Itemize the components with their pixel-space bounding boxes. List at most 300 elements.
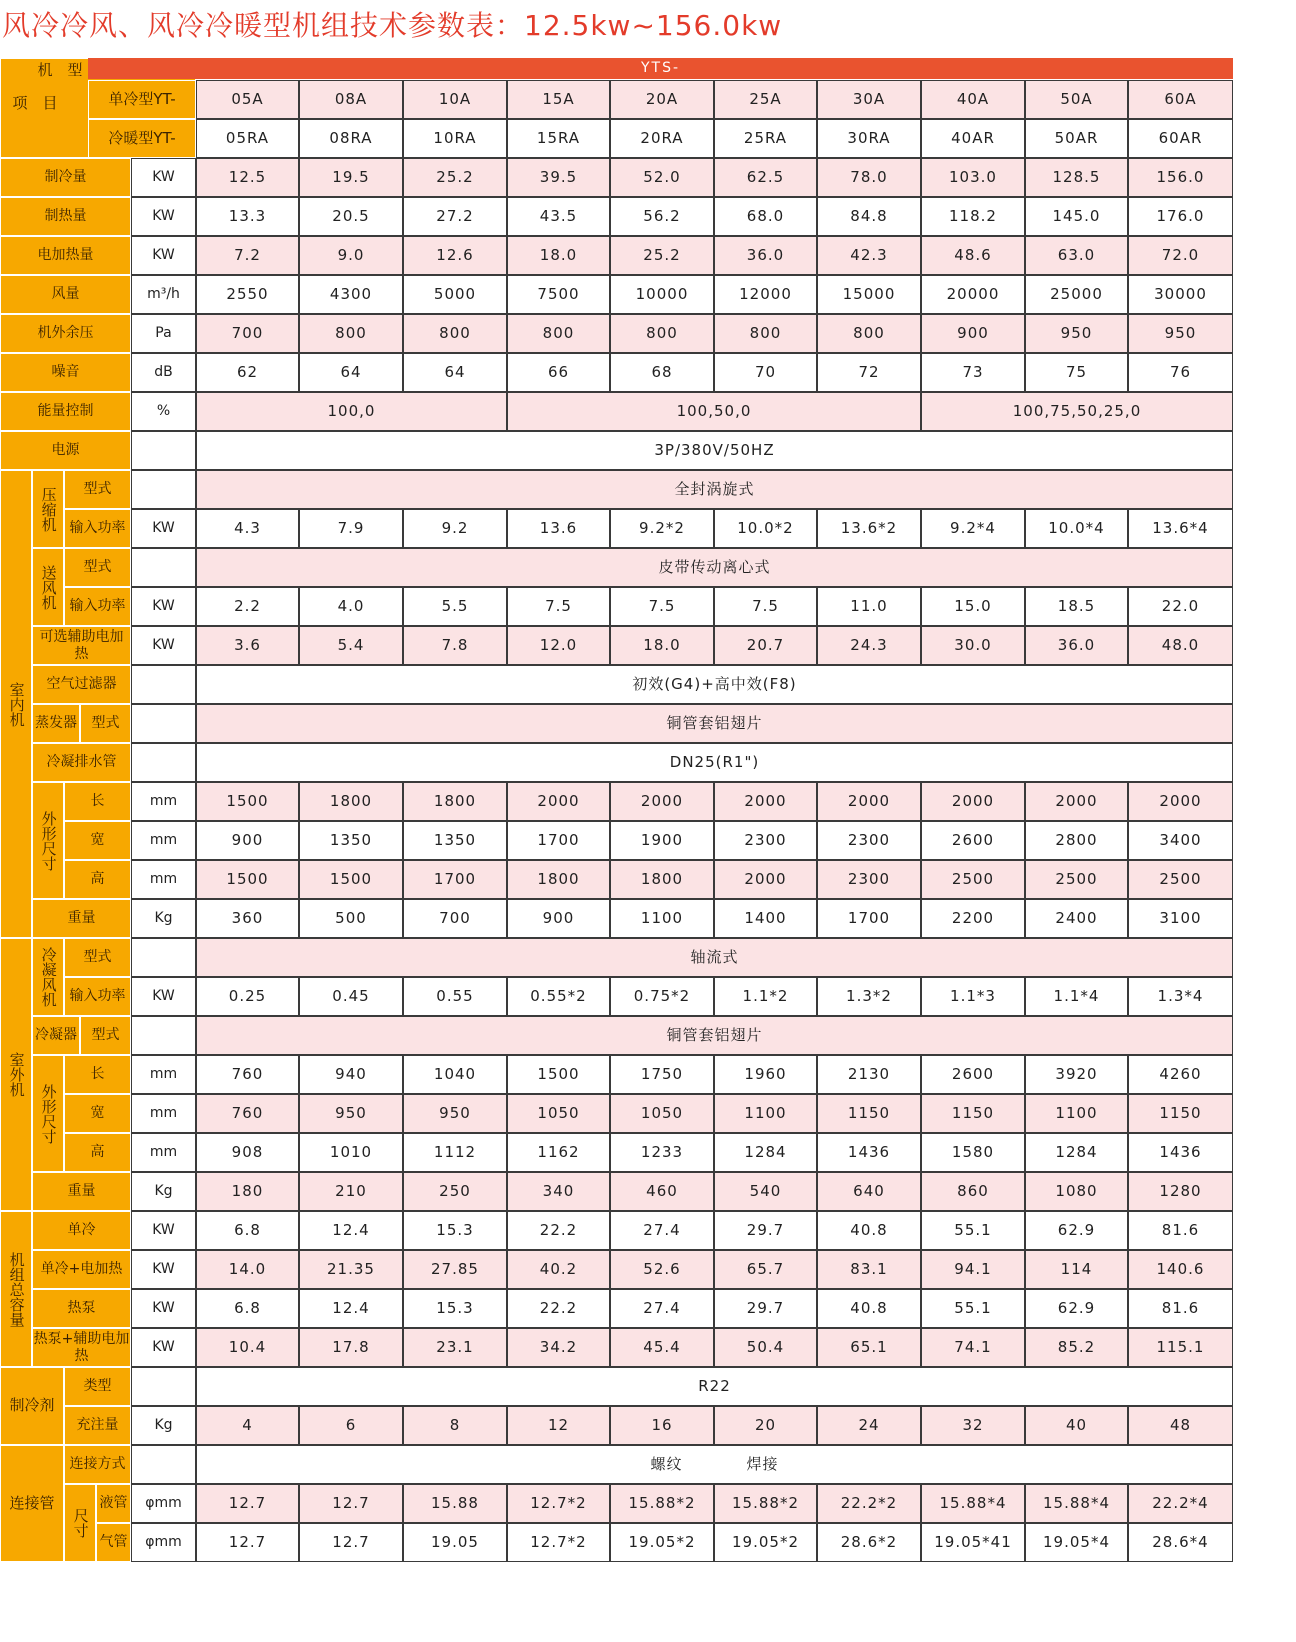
unit-cell: mm	[131, 860, 196, 899]
value-cell: 500	[299, 899, 403, 938]
value-cell: 15.3	[403, 1211, 507, 1250]
value-cell: 15.88*4	[921, 1484, 1025, 1523]
row-label: 输入功率	[64, 977, 131, 1016]
value-cell: 29.7	[714, 1211, 817, 1250]
value-cell: 18.0	[507, 236, 610, 275]
value-cell: 5000	[403, 275, 507, 314]
value-cell: 360	[196, 899, 299, 938]
unit-cell	[131, 431, 196, 470]
unit-cell: KW	[131, 1211, 196, 1250]
energy-control-span: 100,50,0	[507, 392, 921, 431]
value-cell: 34.2	[507, 1328, 610, 1367]
row-label: 电加热量	[0, 236, 131, 275]
value-cell: 1436	[817, 1133, 921, 1172]
value-cell: 52.0	[610, 158, 714, 197]
row-label: 高	[64, 860, 131, 899]
value-cell: 29.7	[714, 1289, 817, 1328]
value-cell: 800	[610, 314, 714, 353]
merged-value-cell: DN25(R1")	[196, 743, 1233, 782]
value-cell: 1150	[817, 1094, 921, 1133]
value-cell: 83.1	[817, 1250, 921, 1289]
value-cell: 1350	[403, 821, 507, 860]
value-cell: 24	[817, 1406, 921, 1445]
value-cell: 68.0	[714, 197, 817, 236]
value-cell: 12.4	[299, 1211, 403, 1250]
value-cell: 1050	[507, 1094, 610, 1133]
row-label: 宽	[64, 1094, 131, 1133]
value-cell: 66	[507, 353, 610, 392]
compressor-group-label: 压缩机	[32, 470, 64, 548]
value-cell: 28.6*4	[1128, 1523, 1233, 1562]
value-cell: 10.0*4	[1025, 509, 1128, 548]
value-cell: 6	[299, 1406, 403, 1445]
value-cell: 1500	[196, 860, 299, 899]
value-cell: 2500	[921, 860, 1025, 899]
merged-value-cell: 铜管套铝翅片	[196, 704, 1233, 743]
row-sublabel: 型式	[80, 704, 131, 743]
value-cell: 156.0	[1128, 158, 1233, 197]
value-cell: 32	[921, 1406, 1025, 1445]
value-cell: 68	[610, 353, 714, 392]
model-code-single: 20A	[610, 80, 714, 119]
value-cell: 17.8	[299, 1328, 403, 1367]
value-cell: 22.2	[507, 1289, 610, 1328]
refrigerant-group-label: 制冷剂	[0, 1367, 64, 1445]
value-cell: 22.2*4	[1128, 1484, 1233, 1523]
value-cell: 27.85	[403, 1250, 507, 1289]
value-cell: 2000	[610, 782, 714, 821]
value-cell: 860	[921, 1172, 1025, 1211]
unit-cell: m³/h	[131, 275, 196, 314]
value-cell: 1436	[1128, 1133, 1233, 1172]
row-label: 机外余压	[0, 314, 131, 353]
value-cell: 56.2	[610, 197, 714, 236]
value-cell: 800	[299, 314, 403, 353]
value-cell: 15.0	[921, 587, 1025, 626]
value-cell: 2600	[921, 1055, 1025, 1094]
value-cell: 1010	[299, 1133, 403, 1172]
unit-cell: dB	[131, 353, 196, 392]
value-cell: 52.6	[610, 1250, 714, 1289]
value-cell: 12.7*2	[507, 1523, 610, 1562]
value-cell: 7.5	[507, 587, 610, 626]
value-cell: 1150	[921, 1094, 1025, 1133]
model-code-heat: 20RA	[610, 119, 714, 158]
value-cell: 4.0	[299, 587, 403, 626]
value-cell: 40	[1025, 1406, 1128, 1445]
value-cell: 15.88*4	[1025, 1484, 1128, 1523]
outdoor-dimension-group-label: 外形尺寸	[32, 1055, 64, 1172]
value-cell: 1.3*4	[1128, 977, 1233, 1016]
row-label: 热泵	[32, 1289, 131, 1328]
value-cell: 0.75*2	[610, 977, 714, 1016]
value-cell: 48	[1128, 1406, 1233, 1445]
value-cell: 1750	[610, 1055, 714, 1094]
value-cell: 2.2	[196, 587, 299, 626]
value-cell: 2400	[1025, 899, 1128, 938]
unit-cell: mm	[131, 1055, 196, 1094]
value-cell: 50.4	[714, 1328, 817, 1367]
model-code-single: 50A	[1025, 80, 1128, 119]
value-cell: 7.9	[299, 509, 403, 548]
value-cell: 30000	[1128, 275, 1233, 314]
row-label: 可选辅助电加热	[32, 626, 131, 665]
value-cell: 1.3*2	[817, 977, 921, 1016]
value-cell: 19.5	[299, 158, 403, 197]
value-cell: 760	[196, 1055, 299, 1094]
value-cell: 800	[403, 314, 507, 353]
value-cell: 72	[817, 353, 921, 392]
row-label: 噪音	[0, 353, 131, 392]
value-cell: 115.1	[1128, 1328, 1233, 1367]
value-cell: 18.5	[1025, 587, 1128, 626]
value-cell: 63.0	[1025, 236, 1128, 275]
value-cell: 22.2	[507, 1211, 610, 1250]
value-cell: 72.0	[1128, 236, 1233, 275]
unit-cell	[131, 1367, 196, 1406]
indoor-group-label: 室内机	[0, 470, 32, 938]
row-label: 型式	[64, 548, 131, 587]
row-label: 制热量	[0, 197, 131, 236]
value-cell: 48.0	[1128, 626, 1233, 665]
unit-cell: KW	[131, 236, 196, 275]
value-cell: 1162	[507, 1133, 610, 1172]
value-cell: 950	[1128, 314, 1233, 353]
value-cell: 176.0	[1128, 197, 1233, 236]
value-cell: 950	[403, 1094, 507, 1133]
value-cell: 2550	[196, 275, 299, 314]
unit-cell: Pa	[131, 314, 196, 353]
value-cell: 250	[403, 1172, 507, 1211]
value-cell: 19.05*41	[921, 1523, 1025, 1562]
row-label: 型式	[64, 938, 131, 977]
value-cell: 2000	[817, 782, 921, 821]
value-cell: 73	[921, 353, 1025, 392]
value-cell: 3920	[1025, 1055, 1128, 1094]
value-cell: 19.05*4	[1025, 1523, 1128, 1562]
value-cell: 10.0*2	[714, 509, 817, 548]
value-cell: 950	[299, 1094, 403, 1133]
value-cell: 128.5	[1025, 158, 1128, 197]
unit-cell: KW	[131, 977, 196, 1016]
value-cell: 800	[817, 314, 921, 353]
single-cool-type-label: 单冷型YT-	[88, 80, 196, 119]
value-cell: 0.55	[403, 977, 507, 1016]
value-cell: 1150	[1128, 1094, 1233, 1133]
value-cell: 12.0	[507, 626, 610, 665]
value-cell: 25.2	[403, 158, 507, 197]
value-cell: 2200	[921, 899, 1025, 938]
row-label: 宽	[64, 821, 131, 860]
value-cell: 460	[610, 1172, 714, 1211]
value-cell: 81.6	[1128, 1289, 1233, 1328]
value-cell: 0.45	[299, 977, 403, 1016]
value-cell: 23.1	[403, 1328, 507, 1367]
value-cell: 1960	[714, 1055, 817, 1094]
unit-cell	[131, 938, 196, 977]
value-cell: 1100	[714, 1094, 817, 1133]
value-cell: 1040	[403, 1055, 507, 1094]
value-cell: 3400	[1128, 821, 1233, 860]
value-cell: 64	[299, 353, 403, 392]
value-cell: 1.1*2	[714, 977, 817, 1016]
merged-value-cell: 螺纹 焊接	[196, 1445, 1233, 1484]
unit-cell: KW	[131, 509, 196, 548]
value-cell: 5.5	[403, 587, 507, 626]
page-title: 风冷冷风、风冷冷暖型机组技术参数表：12.5kw~156.0kw	[2, 9, 783, 42]
value-cell: 10000	[610, 275, 714, 314]
value-cell: 12.7	[299, 1484, 403, 1523]
value-cell: 30.0	[921, 626, 1025, 665]
value-cell: 40.8	[817, 1211, 921, 1250]
value-cell: 12.7	[299, 1523, 403, 1562]
row-label: 制冷量	[0, 158, 131, 197]
value-cell: 760	[196, 1094, 299, 1133]
value-cell: 800	[507, 314, 610, 353]
value-cell: 2500	[1025, 860, 1128, 899]
value-cell: 13.6	[507, 509, 610, 548]
value-cell: 18.0	[610, 626, 714, 665]
value-cell: 1800	[403, 782, 507, 821]
value-cell: 15.88*2	[714, 1484, 817, 1523]
value-cell: 2500	[1128, 860, 1233, 899]
supply-fan-group-label: 送风机	[32, 548, 64, 626]
value-cell: 1100	[1025, 1094, 1128, 1133]
value-cell: 1280	[1128, 1172, 1233, 1211]
value-cell: 14.0	[196, 1250, 299, 1289]
model-code-single: 60A	[1128, 80, 1233, 119]
unit-cell: KW	[131, 626, 196, 665]
row-label: 能量控制	[0, 392, 131, 431]
unit-cell	[131, 1445, 196, 1484]
row-label: 充注量	[64, 1406, 131, 1445]
unit-cell: KW	[131, 1328, 196, 1367]
value-cell: 1284	[714, 1133, 817, 1172]
value-cell: 21.35	[299, 1250, 403, 1289]
value-cell: 1800	[299, 782, 403, 821]
model-code-heat: 60AR	[1128, 119, 1233, 158]
value-cell: 2000	[507, 782, 610, 821]
value-cell: 48.6	[921, 236, 1025, 275]
value-cell: 15.88*2	[610, 1484, 714, 1523]
value-cell: 78.0	[817, 158, 921, 197]
value-cell: 0.55*2	[507, 977, 610, 1016]
unit-cell	[131, 743, 196, 782]
value-cell: 81.6	[1128, 1211, 1233, 1250]
value-cell: 2000	[714, 782, 817, 821]
value-cell: 8	[403, 1406, 507, 1445]
value-cell: 19.05	[403, 1523, 507, 1562]
value-cell: 25000	[1025, 275, 1128, 314]
value-cell: 2300	[817, 860, 921, 899]
outdoor-group-label: 室外机	[0, 938, 32, 1211]
value-cell: 20.7	[714, 626, 817, 665]
value-cell: 145.0	[1025, 197, 1128, 236]
value-cell: 9.2*2	[610, 509, 714, 548]
value-cell: 340	[507, 1172, 610, 1211]
value-cell: 10.4	[196, 1328, 299, 1367]
model-code-heat: 15RA	[507, 119, 610, 158]
value-cell: 2000	[921, 782, 1025, 821]
value-cell: 1080	[1025, 1172, 1128, 1211]
value-cell: 62.5	[714, 158, 817, 197]
unit-cell: φmm	[131, 1484, 196, 1523]
value-cell: 700	[403, 899, 507, 938]
value-cell: 4	[196, 1406, 299, 1445]
value-cell: 12	[507, 1406, 610, 1445]
value-cell: 19.05*2	[610, 1523, 714, 1562]
value-cell: 28.6*2	[817, 1523, 921, 1562]
value-cell: 12.7*2	[507, 1484, 610, 1523]
row-label: 高	[64, 1133, 131, 1172]
value-cell: 62.9	[1025, 1289, 1128, 1328]
value-cell: 13.6*4	[1128, 509, 1233, 548]
model-code-heat: 25RA	[714, 119, 817, 158]
value-cell: 118.2	[921, 197, 1025, 236]
value-cell: 27.4	[610, 1211, 714, 1250]
value-cell: 12.7	[196, 1484, 299, 1523]
value-cell: 55.1	[921, 1289, 1025, 1328]
unit-cell	[131, 470, 196, 509]
value-cell: 20000	[921, 275, 1025, 314]
value-cell: 800	[714, 314, 817, 353]
merged-value-cell: 轴流式	[196, 938, 1233, 977]
row-label: 重量	[32, 899, 131, 938]
value-cell: 76	[1128, 353, 1233, 392]
model-label: 机 型	[37, 61, 83, 80]
value-cell: 19.05*2	[714, 1523, 817, 1562]
row-label: 单冷	[32, 1211, 131, 1250]
value-cell: 140.6	[1128, 1250, 1233, 1289]
row-label: 冷凝排水管	[32, 743, 131, 782]
value-cell: 70	[714, 353, 817, 392]
value-cell: 103.0	[921, 158, 1025, 197]
value-cell: 15.88	[403, 1484, 507, 1523]
model-code-single: 40A	[921, 80, 1025, 119]
value-cell: 1500	[507, 1055, 610, 1094]
row-label: 单冷+电加热	[32, 1250, 131, 1289]
value-cell: 950	[1025, 314, 1128, 353]
unit-cell: φmm	[131, 1523, 196, 1562]
model-code-single: 08A	[299, 80, 403, 119]
value-cell: 940	[299, 1055, 403, 1094]
unit-cell: KW	[131, 1289, 196, 1328]
unit-cell: KW	[131, 158, 196, 197]
value-cell: 908	[196, 1133, 299, 1172]
value-cell: 7.5	[610, 587, 714, 626]
value-cell: 36.0	[1025, 626, 1128, 665]
pipe-group-label: 连接管	[0, 1445, 64, 1562]
value-cell: 4300	[299, 275, 403, 314]
value-cell: 55.1	[921, 1211, 1025, 1250]
value-cell: 1700	[817, 899, 921, 938]
cool-heat-type-label: 冷暖型YT-	[88, 119, 196, 158]
unit-cell	[131, 665, 196, 704]
value-cell: 11.0	[817, 587, 921, 626]
value-cell: 84.8	[817, 197, 921, 236]
model-code-heat: 50AR	[1025, 119, 1128, 158]
value-cell: 74.1	[921, 1328, 1025, 1367]
pipe-size-group-label: 尺寸	[64, 1484, 96, 1562]
value-cell: 700	[196, 314, 299, 353]
value-cell: 40.2	[507, 1250, 610, 1289]
row-label: 热泵+辅助电加热	[32, 1328, 131, 1367]
value-cell: 2000	[1025, 782, 1128, 821]
value-cell: 15000	[817, 275, 921, 314]
value-cell: 6.8	[196, 1289, 299, 1328]
value-cell: 1800	[507, 860, 610, 899]
value-cell: 12000	[714, 275, 817, 314]
merged-value-cell: 铜管套铝翅片	[196, 1016, 1233, 1055]
value-cell: 43.5	[507, 197, 610, 236]
unit-cell: mm	[131, 782, 196, 821]
value-cell: 27.2	[403, 197, 507, 236]
value-cell: 2300	[817, 821, 921, 860]
total-capacity-group-label: 机组总容量	[0, 1211, 32, 1367]
value-cell: 62	[196, 353, 299, 392]
item-label: 项 目	[12, 94, 58, 113]
value-cell: 6.8	[196, 1211, 299, 1250]
value-cell: 22.0	[1128, 587, 1233, 626]
cond-fan-group-label: 冷凝风机	[32, 938, 64, 1016]
value-cell: 25.2	[610, 236, 714, 275]
row-label: 输入功率	[64, 509, 131, 548]
model-code-heat: 10RA	[403, 119, 507, 158]
value-cell: 9.0	[299, 236, 403, 275]
value-cell: 2300	[714, 821, 817, 860]
unit-cell: KW	[131, 197, 196, 236]
row-label: 连接方式	[64, 1445, 131, 1484]
value-cell: 16	[610, 1406, 714, 1445]
value-cell: 22.2*2	[817, 1484, 921, 1523]
value-cell: 65.1	[817, 1328, 921, 1367]
unit-cell: Kg	[131, 899, 196, 938]
unit-cell: KW	[131, 587, 196, 626]
value-cell: 12.7	[196, 1523, 299, 1562]
value-cell: 1050	[610, 1094, 714, 1133]
value-cell: 7.8	[403, 626, 507, 665]
model-code-single: 10A	[403, 80, 507, 119]
row-label: 型式	[64, 470, 131, 509]
unit-cell: KW	[131, 1250, 196, 1289]
value-cell: 7.5	[714, 587, 817, 626]
unit-cell: Kg	[131, 1406, 196, 1445]
value-cell: 1233	[610, 1133, 714, 1172]
value-cell: 2000	[1128, 782, 1233, 821]
model-code-heat: 30RA	[817, 119, 921, 158]
value-cell: 40.8	[817, 1289, 921, 1328]
value-cell: 210	[299, 1172, 403, 1211]
row-label: 类型	[64, 1367, 131, 1406]
value-cell: 4.3	[196, 509, 299, 548]
row-label: 输入功率	[64, 587, 131, 626]
model-code-heat: 40AR	[921, 119, 1025, 158]
value-cell: 1400	[714, 899, 817, 938]
value-cell: 1100	[610, 899, 714, 938]
value-cell: 1800	[610, 860, 714, 899]
value-cell: 2600	[921, 821, 1025, 860]
value-cell: 1.1*3	[921, 977, 1025, 1016]
row-label: 蒸发器	[32, 704, 80, 743]
value-cell: 640	[817, 1172, 921, 1211]
value-cell: 7.2	[196, 236, 299, 275]
value-cell: 2000	[714, 860, 817, 899]
value-cell: 27.4	[610, 1289, 714, 1328]
value-cell: 1350	[299, 821, 403, 860]
value-cell: 39.5	[507, 158, 610, 197]
value-cell: 3.6	[196, 626, 299, 665]
value-cell: 900	[196, 821, 299, 860]
